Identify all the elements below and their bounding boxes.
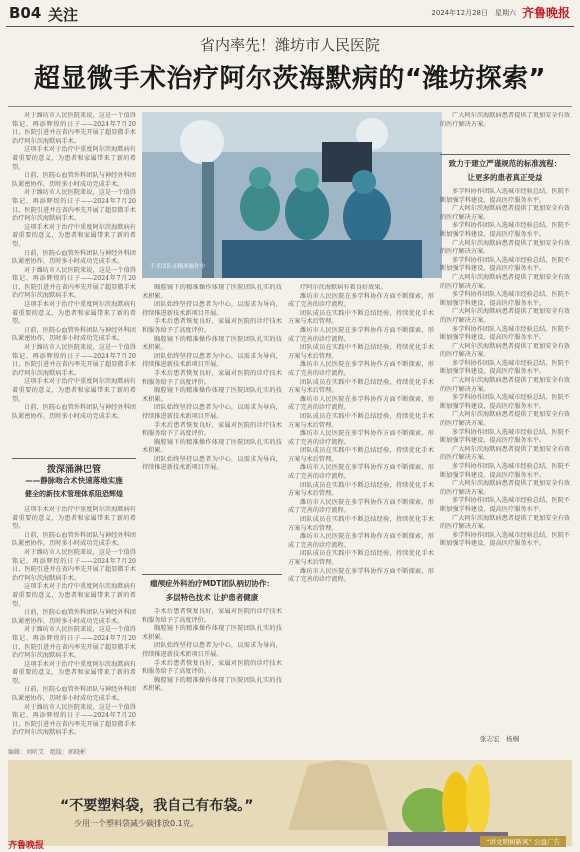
surgery-photo — [142, 112, 442, 278]
paragraph: 团队成员在实践中不断总结经验，持续优化手术方案与术后管理。 — [288, 378, 434, 395]
paragraph: 多学科协作团队入选城市经验总结，医院不断加强学科建设，提高医疗服务水平。 — [440, 359, 570, 376]
paragraph: 对于潍坊市人民医院来说，这是一个值得铭记、再添辉煌的日子——2024年7月20日，医院引进并在省内率先开展了超显微手术治疗阿尔茨海默病手术。 — [12, 266, 136, 300]
paragraph: 团队始终坚持以患者为中心，以需求为导向，持续推进新技术新项目开展。 — [142, 455, 282, 472]
paragraph: 广大阿尔茨海默病患者提供了更加安全有效的医疗解决方案。 — [440, 445, 570, 462]
paragraph: 团队成员在实践中不断总结经验，持续优化手术方案与术后管理。 — [288, 412, 434, 429]
col1-subhead-1: 拨深涌淋巴管 — [46, 465, 101, 475]
paragraph: 多学科协作团队入选城市经验总结，医院不断加强学科建设，提高医疗服务水平。 — [440, 463, 570, 479]
col4-subhead-2: 让更多的患者真正受益 — [467, 173, 543, 182]
article-column-2b — [142, 608, 282, 742]
paragraph: 这项手术对于治疗中重度阿尔茨海默病有着重要的意义，为患者和家属带来了新的希望。 — [12, 506, 136, 531]
paragraph: 团队始终坚持以患者为中心，以需求为导向，持续推进新技术新项目开展。 — [142, 301, 282, 317]
paragraph: 多学科协作团队入选城市经验总结，医院不断加强学科建设，提高医疗服务水平。 — [440, 531, 570, 548]
article-column-4b — [440, 188, 570, 728]
paragraph: 广大阿尔茨海默病患者提供了更加安全有效的医疗解决方案。 — [440, 480, 570, 496]
article-column-3 — [288, 284, 434, 742]
paragraph: 广大阿尔茨海默病患者提供了更加安全有效的医疗解决方案。 — [440, 514, 570, 531]
subhead-rule — [12, 458, 136, 459]
paragraph: 团队成员在实践中不断总结经验，持续优化手术方案与术后管理。 — [288, 550, 434, 566]
paragraph: 团队始终坚持以患者为中心，以需求为导向，持续推进新技术新项目开展。 — [142, 404, 282, 420]
paragraph: 团队始终坚持以患者为中心，以需求为导向，持续推进新技术新项目开展。 — [142, 352, 282, 369]
header-bar — [6, 0, 574, 27]
paragraph: 广大阿尔茨海默病患者提供了更加安全有效的医疗解决方案。 — [440, 112, 570, 128]
paragraph: 潍坊市人民医院在多学科协作方面不断探索，形成了完善的诊疗流程。 — [288, 326, 434, 343]
divider — [8, 106, 572, 107]
paragraph: 对于潍坊市人民医院来说，这是一个值得铭记、再添辉煌的日子——2024年7月20日，医院引进并在省内率先开展了超显微手术治疗阿尔茨海默病手术。 — [12, 112, 136, 145]
paragraph: 日前，医院心血管外科团队与神经外科团队紧密协作，历时多小时成功完成手术。 — [12, 531, 136, 548]
paragraph: 多学科协作团队入选城市经验总结，医院不断加强学科建设，提高医疗服务水平。 — [440, 497, 570, 513]
paragraph: 团队成员在实践中不断总结经验，持续优化手术方案与术后管理。 — [288, 344, 434, 360]
paragraph: 对于潍坊市人民医院来说，这是一个值得铭记、再添辉煌的日子——2024年7月20日，医院引进并在省内率先开展了超显微手术治疗阿尔茨海默病手术。 — [12, 548, 136, 582]
headline: 超显微手术治疗阿尔茨海默病的“潍坊探索” — [33, 64, 547, 94]
col4-subhead-1: 致力于建立严谨规范的标准流程： — [448, 159, 562, 168]
paragraph: 对于潍坊市人民医院来说，这是一个值得铭记、再添辉煌的日子——2024年7月20日，医院引进并在省内率先开展了超显微手术治疗阿尔茨海默病手术。 — [12, 344, 136, 377]
col1-subhead-2: ——静脉吻合术快速落地实施 — [25, 476, 123, 485]
paragraph: 胸腔镜下的精准操作体现了医院团队扎实的技术积累。 — [142, 625, 282, 641]
paragraph: 广大阿尔茨海默病患者提供了更加安全有效的医疗解决方案。 — [440, 342, 570, 359]
col2-subhead-2: 多层特色技术 让护患者健康 — [165, 593, 259, 602]
date-line: 2024年12月28日 星期六 — [431, 9, 516, 17]
paragraph: 团队成员在实践中不断总结经验，持续优化手术方案与术后管理。 — [288, 447, 434, 463]
article-column-4 — [440, 112, 570, 152]
paragraph: 多学科协作团队入选城市经验总结，医院不断加强学科建设，提高医疗服务水平。 — [440, 222, 570, 238]
paragraph: 这项手术对于治疗中重度阿尔茨海默病有着重要的意义，为患者和家属带来了新的希望。 — [12, 146, 136, 171]
paragraph: 多学科协作团队入选城市经验总结，医院不断加强学科建设，提高医疗服务水平。 — [440, 428, 570, 445]
kicker: 省内率先！潍坊市人民医院 — [199, 36, 380, 54]
paragraph: 日前，医院心血管外科团队与神经外科团队紧密协作，历时多小时成功完成手术。 — [12, 172, 136, 188]
paragraph: 日前，医院心血管外科团队与神经外科团队紧密协作，历时多小时成功完成手术。 — [12, 686, 136, 703]
ad-title: “不要塑料袋，我自己有布袋。” — [60, 798, 254, 814]
subhead-rule — [440, 154, 570, 155]
paragraph: 潍坊市人民医院在多学科协作方面不断探索，形成了完善的诊疗流程。 — [288, 498, 434, 515]
paragraph: 手术后患者恢复良好，家属对医院的诊疗技术和服务给予了高度评价。 — [142, 659, 282, 676]
paragraph: 多学科协作团队入选城市经验总结，医院不断加强学科建设，提高医疗服务水平。 — [440, 188, 570, 204]
paragraph: 团队成员在实践中不断总结经验，持续优化手术方案与术后管理。 — [288, 309, 434, 326]
article-column-1 — [12, 112, 136, 450]
paragraph: 疗阿尔茨海默病有着良好效果。 — [300, 284, 387, 291]
page-number: B04 — [9, 4, 42, 22]
paragraph: 日前，医院心血管外科团队与神经外科团队紧密协作，历时多小时成功完成手术。 — [12, 404, 136, 420]
bottom-logo: 齐鲁晚报 — [8, 841, 45, 851]
paragraph: 这项手术对于治疗中重度阿尔茨海默病有着重要的意义，为患者和家属带来了新的希望。 — [12, 223, 136, 248]
paragraph: 团队成员在实践中不断总结经验，持续优化手术方案与术后管理。 — [288, 516, 434, 532]
paragraph: 广大阿尔茨海默病患者提供了更加安全有效的医疗解决方案。 — [440, 205, 570, 221]
paragraph: 团队成员在实践中不断总结经验，持续优化手术方案与术后管理。 — [288, 481, 434, 498]
paragraph: 对于潍坊市人民医院来说，这是一个值得铭记、再添辉煌的日子——2024年7月20日，医院引进并在省内率先开展了超显微手术治疗阿尔茨海默病手术。 — [12, 626, 136, 660]
paragraph: 胸腔镜下的精准操作体现了医院团队扎实的技术积累。 — [142, 387, 282, 403]
paragraph: 潍坊市人民医院在多学科协作方面不断探索，形成了完善的诊疗流程。 — [288, 464, 434, 481]
paragraph: 胸腔镜下的精准操作体现了医院团队扎实的技术积累。 — [142, 438, 282, 455]
paragraph: 胸腔镜下的精准操作体现了医院团队扎实的技术积累。 — [142, 284, 282, 300]
paragraph: 对于潍坊市人民医院来说，这是一个值得铭记、再添辉煌的日子——2024年7月20日，医院引进并在省内率先开展了超显微手术治疗阿尔茨海默病手术。 — [12, 189, 136, 223]
paragraph: 日前，医院心血管外科团队与神经外科团队紧密协作，历时多小时成功完成手术。 — [12, 326, 136, 343]
paragraph: 胸腔镜下的精准操作体现了医院团队扎实的技术积累。 — [142, 335, 282, 352]
paragraph: 多学科协作团队入选城市经验总结，医院不断加强学科建设，提高医疗服务水平。 — [440, 325, 570, 342]
subhead-rule — [142, 574, 282, 575]
article-column-2 — [142, 284, 282, 570]
byline: 张志宏 杨桐 — [480, 735, 519, 743]
paragraph: 广大阿尔茨海默病患者提供了更加安全有效的医疗解决方案。 — [440, 377, 570, 393]
paragraph: 手术后患者恢复良好，家属对医院的诊疗技术和服务给予了高度评价。 — [142, 421, 282, 438]
paragraph: 团队始终坚持以患者为中心，以需求为导向，持续推进新技术新项目开展。 — [142, 642, 282, 658]
paragraph: 多学科协作团队入选城市经验总结，医院不断加强学科建设，提高医疗服务水平。 — [440, 256, 570, 273]
credits: 编辑：刘昕艾 组版：郭晓彬 — [8, 749, 87, 756]
paragraph: 手术后患者恢复良好，家属对医院的诊疗技术和服务给予了高度评价。 — [142, 369, 282, 386]
paragraph: 潍坊市人民医院在多学科协作方面不断探索，形成了完善的诊疗流程。 — [288, 292, 434, 309]
paragraph: 潍坊市人民医院在多学科协作方面不断探索，形成了完善的诊疗流程。 — [288, 361, 434, 377]
paragraph: 潍坊市人民医院在多学科协作方面不断探索，形成了完善的诊疗流程。 — [288, 430, 434, 446]
paragraph: 对于潍坊市人民医院来说，这是一个值得铭记、再添辉煌的日子——2024年7月20日，医院引进并在省内率先开展了超显微手术治疗阿尔茨海默病手术。 — [12, 703, 136, 737]
photo-caption: 手术团队在精准操作中 — [150, 264, 206, 270]
paragraph: 多学科协作团队入选城市经验总结，医院不断加强学科建设，提高医疗服务水平。 — [440, 291, 570, 307]
paragraph: 日前，医院心血管外科团队与神经外科团队紧密协作，历时多小时成功完成手术。 — [12, 249, 136, 266]
paragraph: 多学科协作团队入选城市经验总结，医院不断加强学科建设，提高医疗服务水平。 — [440, 394, 570, 410]
paragraph: 广大阿尔茨海默病患者提供了更加安全有效的医疗解决方案。 — [440, 411, 570, 428]
paragraph: 胸腔镜下的精准操作体现了医院团队扎实的技术积累。 — [142, 676, 282, 693]
paragraph: 手术后患者恢复良好，家属对医院的诊疗技术和服务给予了高度评价。 — [142, 318, 282, 334]
section-title: 关注 — [48, 6, 79, 24]
paragraph: 日前，医院心血管外科团队与神经外科团队紧密协作，历时多小时成功完成手术。 — [12, 609, 136, 625]
paragraph: 广大阿尔茨海默病患者提供了更加安全有效的医疗解决方案。 — [440, 239, 570, 256]
ad-tag: “讲文明树新风” 公益广告 — [480, 836, 566, 847]
col1-subhead-3: 健全的新技术管理体系阻恐辉煌 — [25, 490, 123, 498]
paragraph: 这项手术对于治疗中重度阿尔茨海默病有着重要的意义，为患者和家属带来了新的希望。 — [12, 583, 136, 608]
newspaper-logo: 齐鲁晚报 — [521, 6, 570, 20]
article-column-1b — [12, 506, 136, 742]
paragraph: 潍坊市人民医院在多学科协作方面不断探索，形成了完善的诊疗流程。 — [288, 395, 434, 412]
ad-subtitle: 少用一个塑料袋减少碳排放0.1克。 — [74, 819, 199, 828]
paragraph: 潍坊市人民医院在多学科协作方面不断探索，形成了完善的诊疗流程。 — [288, 533, 434, 549]
paragraph: 广大阿尔茨海默病患者提供了更加安全有效的医疗解决方案。 — [440, 308, 570, 324]
paragraph: 潍坊市人民医院在多学科协作方面不断探索，形成了完善的诊疗流程。 — [288, 567, 434, 584]
paragraph: 这项手术对于治疗中重度阿尔茨海默病有着重要的意义，为患者和家属带来了新的希望。 — [12, 660, 136, 685]
paragraph: 手术后患者恢复良好，家属对医院的诊疗技术和服务给予了高度评价。 — [142, 608, 282, 624]
paragraph: 这项手术对于治疗中重度阿尔茨海默病有着重要的意义，为患者和家属带来了新的希望。 — [12, 301, 136, 326]
paragraph: 广大阿尔茨海默病患者提供了更加安全有效的医疗解决方案。 — [440, 273, 570, 290]
col2-subhead-1: 瘤颅症外科治疗MDT团队柄切协作： — [150, 579, 274, 588]
paragraph: 这项手术对于治疗中重度阿尔茨海默病有着重要的意义，为患者和家属带来了新的希望。 — [12, 378, 136, 403]
